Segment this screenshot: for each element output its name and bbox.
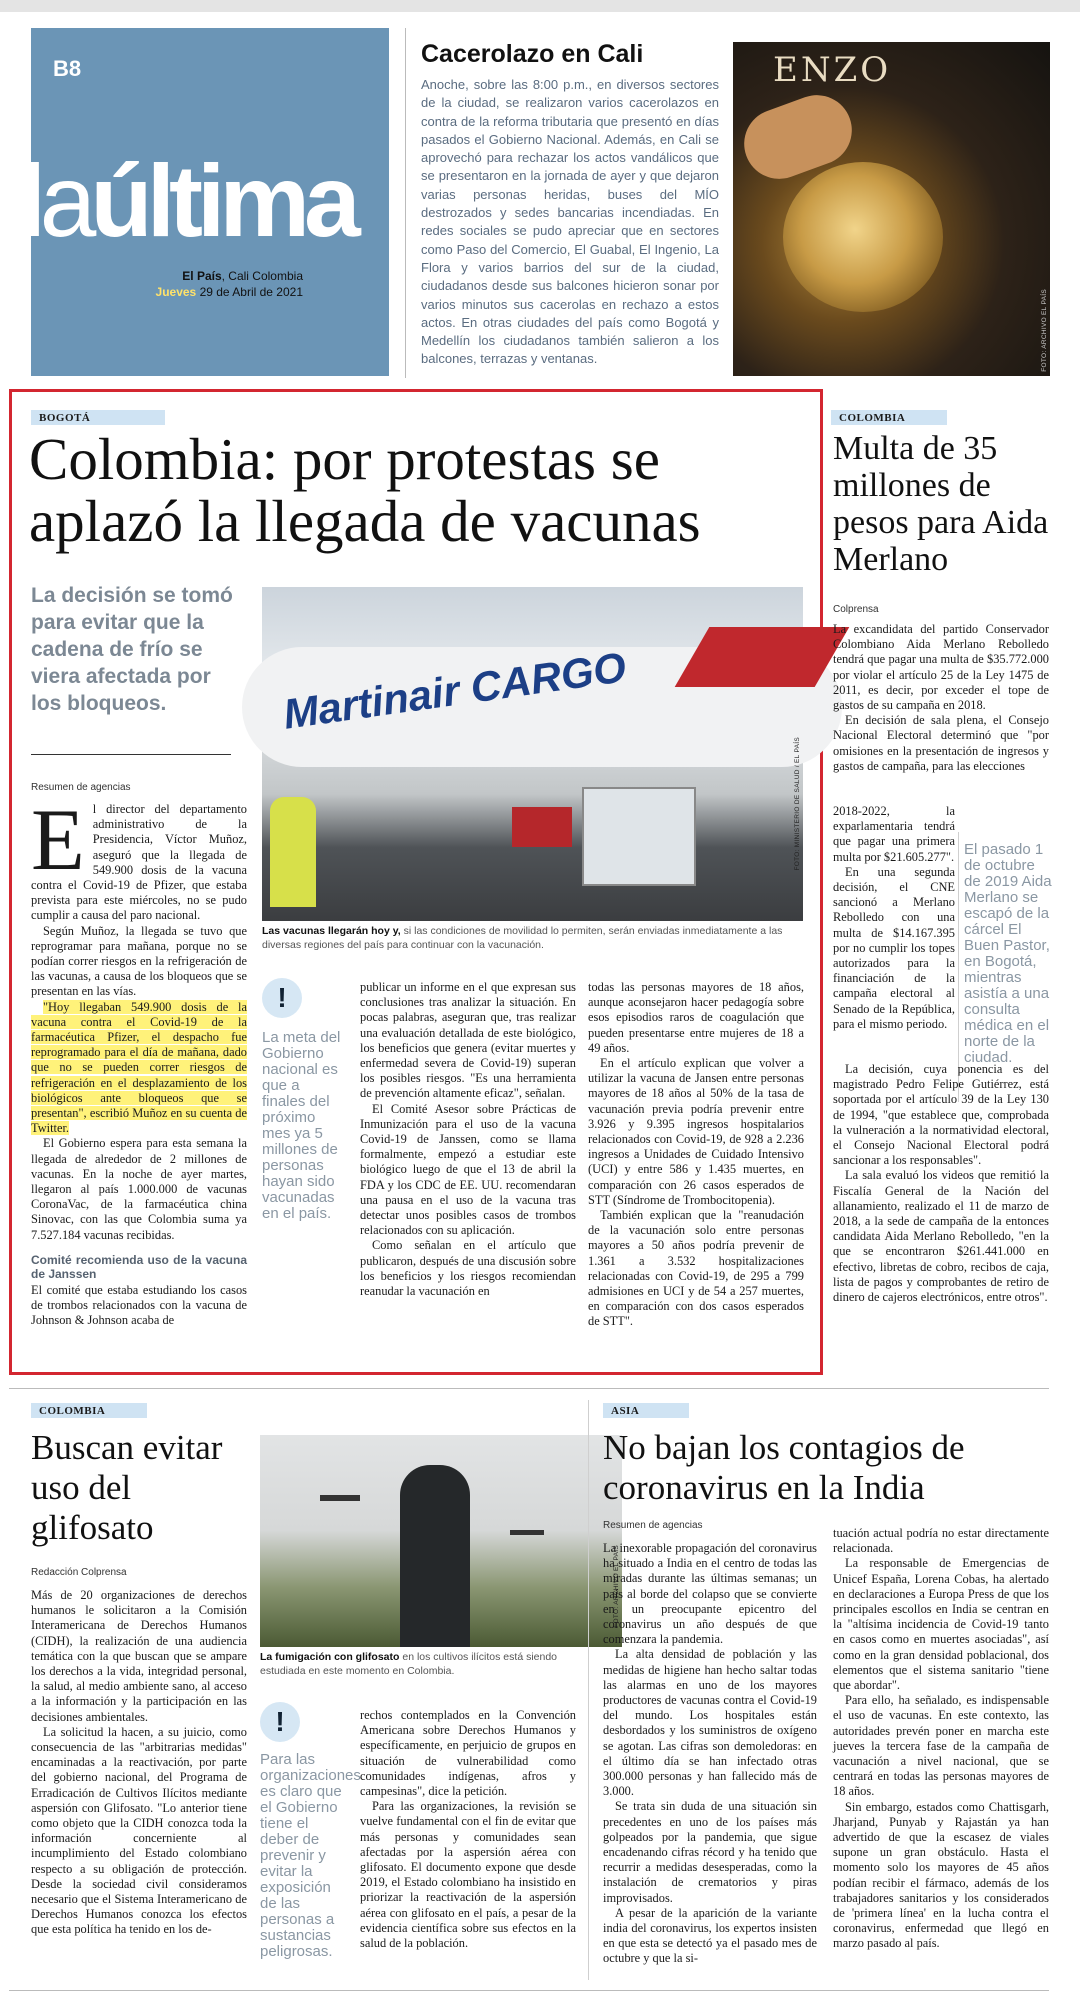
main-column-3 xyxy=(588,980,804,1330)
paragraph: La decisión, cuya ponencia es del magistrado Pedro Felipe Gutiérrez, está soportada por el artículo 39 de la Ley 130 de 1994, "que establece que, comprobada la vulneración a la normatividad electoral, el Consejo Nacional Electoral podrá sancionar a los responsables". xyxy=(833,1062,1049,1168)
glifosato-column-1 xyxy=(31,1588,247,1938)
page-number: B8 xyxy=(53,56,82,81)
section-logo-la: la xyxy=(23,144,91,258)
paragraph: Según Muñoz, la llegada se tuvo que reprogramar para mañana, porque no se podían correr riesgos en la refrigeración de las vacunas, a causa de los bloqueos que se presentan en las vías. xyxy=(31,923,247,999)
main-column-1 xyxy=(31,792,247,1329)
paragraph: Como señalan en el artículo que publicaron, después de una discusión sobre los beneficios y los riesgos recomiendan reanudar la vacunación en xyxy=(360,1238,576,1299)
exclamation-icon: ! xyxy=(262,978,302,1018)
photo-credit: FOTO: MINISTERIO DE SALUD / EL PAÍS xyxy=(794,737,801,871)
main-byline: Resumen de agencias xyxy=(31,782,131,793)
merlano-byline: Colprensa xyxy=(833,604,879,615)
paragraph: La solicitud la hacen, a su juicio, como consecuencia de las "arbitrarias medidas" encaminadas a la reactivación, por parte del gobierno nacional, del Programa de Erradicación de Cultivos Ilícitos mediante aspersión con Glifosato. "Lo anterior tiene como objeto que la CIDH conozca toda la información concerniente al incumplimiento del Estado colombiano respecto a su obligación de protección. Desde la sociedad civil consideramos necesario que el Sistema Interamericano de Derechos Humanos conozca los efectos que esta política ha tenido en los de- xyxy=(31,1724,247,1937)
paragraph: La sala evaluó los videos que remitió la Fiscalía General de la Nación del allanamiento, realizado el 11 de marzo de 2018, a la sede de campaña de la entonces candidata Aida Merlano Rebolledo, "en la que se encontraron $261.441.000 en efectivo, libretas de cobro, recibos de caja, lista de pagos y comprobantes de retiro de dinero de cajeros electrónicos, entre otros". xyxy=(833,1168,1049,1305)
cargo-box-red xyxy=(512,807,572,847)
paragraph: Más de 20 organizaciones de derechos humanos le solicitaron a la Comisión Interamericana de Derechos Humanos (CIDH), la realización de una audiencia temática con la que buscan que se ampare los derechos a la vida, integridad personal, la salud, al medio ambiente sano, al acceso a la información y la participación en las decisiones ambientales. xyxy=(31,1588,247,1724)
paragraph: publicar un informe en el que expresan sus conclusiones tras analizar la situación. En pocas palabras, aseguran que, tras realizar una evaluación detallada de este biológico, los beneficios que genera (evitar muertes y enfermedad severa de Covid-19) superan los posibles riesgos. "Es una herramienta de prevención altamente eficaz", señalan. xyxy=(360,980,576,1101)
divider xyxy=(405,28,406,378)
glifosato-column-2 xyxy=(360,1708,576,1951)
caption-text: en los cultivos ilícitos está siendo estudiada en este momento en Colombia. xyxy=(260,1651,558,1677)
caption-lead: Las vacunas llegarán hoy y, xyxy=(262,925,401,937)
bottom-rule xyxy=(9,1990,1049,1991)
dateline-date: 29 de Abril de 2021 xyxy=(196,285,303,299)
cacerolazo-photo xyxy=(733,42,1050,376)
paragraph: El Comité Asesor sobre Prácticas de Inmunización para el uso de la vacuna Covid-19 de Janssen, como se llama formalmente, empezó a estudiar este biológico luego de que el 13 de abril la FDA y los CDC de EE. UU. recomendaran una pausa en el uso de la vacuna tras detectar unos posibles casos de trombos relacionados con su aplicación. xyxy=(360,1101,576,1238)
paragraph: El comité que estaba estudiando los casos de trombos relacionados con la vacuna de Johnson & Johnson acaba de xyxy=(31,1282,247,1328)
merlano-section-tag: COLOMBIA xyxy=(831,410,947,425)
glifosato-photo-caption xyxy=(260,1650,580,1678)
dateline-weekday: Jueves xyxy=(155,285,197,299)
divider xyxy=(588,1400,589,1980)
cacerolazo-title: Cacerolazo en Cali xyxy=(421,40,644,68)
paragraph: tuación actual podría no estar directamente relacionada. xyxy=(833,1526,1049,1556)
paragraph: En el artículo explican que volver a utilizar la vacuna de Jansen entre personas mayores de 18 años al 50% de la tasa de vacunación previa podría prevenir entre 3.926 y 9.395 ingresos hospitalarios relacionados con Covid-19, de 928 a 2.236 ingresos a Unidades de Cuidado Intensivo (UCI) y entre 586 y 1.435 muertes, en comparación con 26 casos esperados de STT (Síndrome de Trombocitopenia). xyxy=(588,1056,804,1207)
cacerolazo-body: Anoche, sobre las 8:00 p.m., en diversos sectores de la ciudad, se realizaron varios cacerolazos en contra de la reforma tributaria que presentó en días pasados el Gobierno Nacional. Además, en Cali se aprovechó para rechazar los actos vandálicos que se presentaron en la jornada de ayer y que dejaron varias personas heridas, buses del MÍO destrozados y sedes bancarias incendiadas. En redes sociales se pudo apreciar que en sectores como Paso del Comercio, El Guabal, El Ingenio, La Flora y varios barrios del sur de la ciudad, ciudadanos desde sus balcones hicieron sonar por varios minutos sus cacerolas en rechazo a estos actos. En otras ciudades del país como Bogotá y Medellín los ciudadanos también salieron a los balcones, terrazas y ventanas. xyxy=(421,77,719,367)
paragraph: También explican que la "reanudación de la vacunación solo entre personas mayores a 50 años podría prevenir de 1.361 a 3.532 hospitalizaciones relacionadas con Covid-19, de 295 a 799 admisiones en UCI y de 54 a 257 muertes, en comparación con dos casos esperados de STT". xyxy=(588,1208,804,1329)
paragraph: A pesar de la aparición de la variante india del coronavirus, los expertos insisten en que esta se detectó ya el pasado mes de octubre y que la si- xyxy=(603,1905,817,1966)
dateline-city: , Cali Colombia xyxy=(221,269,303,283)
paragraph: La inexorable propagación del coronavirus ha situado a India en el centro de todas las miradas durante las últimas semanas; un país al borde del colapso que se convierte en un preocupante epicentro del coronavirus un año después de que comenzara la pandemia. xyxy=(603,1541,817,1647)
caption-text: si las condiciones de movilidad lo permiten, serán enviadas inmediatamente a las diversas regiones del país para continuar con la vacunación. xyxy=(262,925,783,951)
main-deck: La decisión se tomó para evitar que la cadena de frío se viera afectada por los bloqueos. xyxy=(31,584,233,715)
merlano-column-mid xyxy=(833,804,955,1032)
merlano-headline: Multa de 35 millones de pesos para Aida Merlano xyxy=(833,430,1049,578)
paragraph: La excandidata del partido Conservador Colombiano Aida Merlano Rebolledo tendrá que pagar una multa de $35.772.000 por violar el artículo 25 de la Ley 1475 de 2011, es decir, por exceder el tope de gastos de su campaña en 2018. xyxy=(833,622,1049,713)
section-logo-ultima: última xyxy=(90,144,355,258)
glifosato-section-tag: COLOMBIA xyxy=(31,1403,147,1418)
plane-silhouette xyxy=(510,1530,544,1535)
india-headline: No bajan los contagios de coronavirus en la India xyxy=(603,1428,965,1507)
plane-silhouette xyxy=(320,1495,360,1501)
main-headline: Colombia: por protestas se aplazó la llegada de vacunas xyxy=(29,426,701,554)
masthead-dateline xyxy=(156,268,303,300)
glifosato-byline: Redacción Colprensa xyxy=(31,1567,127,1578)
exclamation-icon: ! xyxy=(260,1702,300,1742)
caption-lead: La fumigación con glifosato xyxy=(260,1651,400,1663)
paragraph: La alta densidad de población y las medidas de higiene han hecho saltar todas las alarmas en uno de los mayores productores de vacunas contra el Covid-19 del mundo. Los hospitales están desbordados y los suministros de oxígeno se agotan. Las cifras son demoledoras: en el último día se han infectado otras 300.000 personas y han fallecido más de 3.000. xyxy=(603,1647,817,1799)
deck-rule xyxy=(31,754,231,755)
india-byline: Resumen de agencias xyxy=(603,1520,703,1531)
main-column-2 xyxy=(360,980,576,1299)
masthead-panel xyxy=(23,28,389,376)
merlano-callout: El pasado 1 de octubre de 2019 Aida Merlano se escapó de la cárcel El Buen Pastor, en Bogotá, mientras asistía a una consulta médica en el norte de la ciudad. xyxy=(964,841,1052,1066)
paragraph: l director del departamento administrativo de la Presidencia, Víctor Muñoz, aseguró que la llegada de 549.900 dosis de la vacuna contra el Covid-19 de Pfizer, que estaba prevista para este miércoles, no se pudo cumplir a causa del paro nacional. xyxy=(31,802,247,923)
photo-logo-text: ENZO xyxy=(773,50,892,90)
merlano-column-top xyxy=(833,622,1049,774)
dropcap: E xyxy=(31,792,85,889)
paragraph: rechos contemplados en la Convención Americana sobre Derechos Humanos y específicamente, en perjuicio de grupos en situación de vulnerabilidad como comunidades indígenas, afros y campesinas", dice la petición. xyxy=(360,1708,576,1799)
main-photo-caption xyxy=(262,924,803,952)
merlano-column-bottom xyxy=(833,1062,1049,1305)
india-column-2 xyxy=(833,1526,1049,1952)
section-logo xyxy=(23,144,355,258)
photo-credit: FOTO: ARCHIVO EL PAÍS xyxy=(1041,289,1048,372)
glifosato-photo xyxy=(260,1435,622,1647)
paragraph: Para las organizaciones, la revisión se vuelve fundamental con el fin de evitar que más personas y comunidades sean afectadas por la aspersión aérea con glifosato. El documento expone que desde 2019, el Estado colombiano ha insistido en priorizar la reactivación de la aspersión aérea con glifosato en el país, a pesar de la evidencia científica sobre sus efectos en la salud de la población. xyxy=(360,1799,576,1951)
paragraph: 2018-2022, la exparlamentaria tendrá que pagar una primera multa por $21.605.277". xyxy=(833,804,955,864)
quote-paragraph xyxy=(31,1000,247,1137)
divider xyxy=(9,1388,1049,1389)
top-strip xyxy=(0,0,1080,12)
india-column-1 xyxy=(603,1541,817,1967)
paragraph: Para ello, ha señalado, es indispensable el uso de vacunas. En este contexto, las autoridades prevén poner en marcha este jueves la tercera fase de la campaña de vacunación a nivel nacional, que se centrará en todas las personas mayores de 18 años. xyxy=(833,1693,1049,1799)
worker-figure xyxy=(270,797,316,907)
glifosato-callout: Para las organizaciones es claro que el Gobierno tiene el deber de prevenir y evitar la exposición de las personas a sustancias peligrosas. xyxy=(260,1751,361,1960)
subhead: Comité recomienda uso de la vacuna de Janssen xyxy=(31,1252,247,1281)
highlighted-quote: "Hoy llegaban 549.900 dosis de la vacuna contra el Covid-19 de la farmacéutica Pfizer, el despacho fue reprogramado para el día de mañana, dado que no se pueden correr riesgos de refrigeración en el desplazamiento de los biológicos ante bloqueos que se presentan", escribió Muñoz en su cuenta de Twitter. xyxy=(31,999,247,1136)
paragraph: La responsable de Emergencias de Unicef España, Lorena Cobas, ha alertado en declaraciones a Europa Press de que los principales escollos en India se centran en la "altísima incidencia de Covid-19 tanto en casos como en muertes asociadas", así como en la gran densidad poblacional, dos elementos que el sistema sanitario "tiene que abordar". xyxy=(833,1556,1049,1693)
paragraph: El Gobierno espera para esta semana la llegada de alrededor de 2 millones de vacunas. En la noche de ayer martes, llegaron al país 1.000.000 de vacunas CoronaVac, de la farmacéutica china Sinovac, con las que Colombia suma ya 7.527.184 vacunas recibidas. xyxy=(31,1136,247,1242)
plane-livery: Martinair CARGO xyxy=(280,643,629,738)
paragraph: Se trata sin duda de una situación sin precedentes en uno de los países más golpeados por la pandemia, que sigue encadenando cifras récord y ha tenido que recurrir a medidas desesperadas, como la instalación de crematorios y piras improvisados. xyxy=(603,1799,817,1905)
paragraph: todas las personas mayores de 18 años, aunque aconsejaron hacer pedagogía sobre esos episodios raros de coagulación que pueden presentarse entre mujeres de 18 a 49 años. xyxy=(588,980,804,1055)
glifosato-headline: Buscan evitar uso del glifosato xyxy=(31,1428,223,1547)
cargo-container xyxy=(582,787,696,886)
pot-lid-shape xyxy=(783,162,943,312)
india-section-tag: ASIA xyxy=(603,1403,689,1418)
paragraph: En decisión de sala plena, el Consejo Nacional Electoral determinó que "por omisiones en la presentación de ingresos y gastos de campaña, para las elecciones xyxy=(833,713,1049,773)
photo-credit: FOTO: ARCHIVO EL PAÍS xyxy=(613,1545,620,1628)
soldier-figure xyxy=(400,1465,470,1647)
main-photo xyxy=(262,587,803,921)
publisher-name: El País xyxy=(182,269,222,283)
paragraph: Sin embargo, estados como Chattisgarh, Jharjand, Punyab y Rajastán ya han advertido de que la escasez de viales supone un gran obstáculo. Hasta el momento solo los mayores de 45 años podían recibir el fármaco, además de los trabajadores sanitarios y los considerados de 'primera línea' en la lucha contra el coronavirus, enfermedad que llegó en marzo pasado al país. xyxy=(833,1799,1049,1951)
main-section-tag: BOGOTÁ xyxy=(31,410,165,425)
main-callout: La meta del Gobierno nacional es que a finales del próximo mes ya 5 millones de personas hayan sido vacunadas en el país. xyxy=(262,1029,341,1222)
paragraph: En una segunda decisión, el CNE sancionó a Merlano Rebolledo con una multa de $14.167.395 por no cumplir los topes autorizados para la financiación de la campaña electoral al Senado de la República, para el mismo periodo. xyxy=(833,864,955,1031)
